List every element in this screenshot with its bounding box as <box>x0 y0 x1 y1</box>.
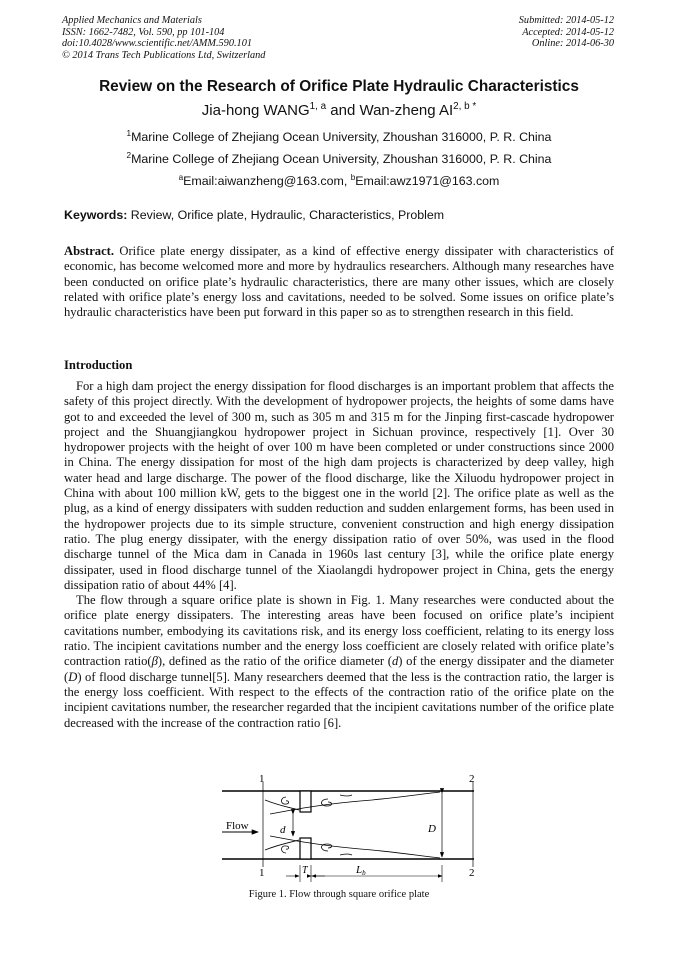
author-1: Jia-hong WANG <box>201 102 310 119</box>
p2-part-e: ) of flood discharge tunnel[5]. Many researchers deemed that the less is the contraction ratio, the larger is the energy loss coefficient. With respect to the effects of the contraction ratio of the orifice plate on the incipient cavitations number, the researcher regarded that the incipient cavitations number of the orifice plate decreased with the increase of the contraction ratio [6]. <box>64 669 614 730</box>
keywords <box>64 208 444 222</box>
affiliation-1-marker: 1 <box>126 128 132 138</box>
label-D: D <box>428 823 436 835</box>
p2-part-c: ) of the energy dissipater and the diameter ( <box>64 654 614 684</box>
label-section-2-bottom: 2 <box>469 867 475 879</box>
affiliation-1-text: Marine College of Zhejiang Ocean University, Zhoushan 316000, P. R. China <box>131 130 552 144</box>
online-date: Online: 2014-06-30 <box>531 38 614 50</box>
label-section-1-bottom: 1 <box>259 867 265 879</box>
submission-dates <box>519 15 614 50</box>
keywords-label: Keywords: <box>64 208 128 222</box>
paper-title: Review on the Research of Orifice Plate Hydraulic Characteristics <box>99 78 579 95</box>
approach-curve-bottom <box>265 840 299 850</box>
author-2-affil: 2, b * <box>453 101 477 112</box>
abstract-label: Abstract. <box>64 244 115 258</box>
introduction-heading: Introduction <box>64 358 133 372</box>
author-2: Wan-zheng AI <box>359 102 454 119</box>
streamline-top <box>270 792 440 814</box>
figure-caption: Figure 1. Flow through square orifice plate <box>248 889 430 900</box>
symbol-d: d <box>391 654 399 669</box>
symbol-D: D <box>68 669 78 684</box>
intro-paragraph-2 <box>64 593 614 731</box>
email-line <box>0 174 678 188</box>
journal-copyright: © 2014 Trans Tech Publications Ltd, Switzerland <box>62 49 266 61</box>
eddy-tail-bottom <box>340 854 352 855</box>
affiliation-2 <box>0 152 678 166</box>
email-a[interactable]: Email:aiwanzheng@163.com, <box>183 174 351 188</box>
eddy-upstream-bottom <box>282 846 289 853</box>
author-1-affil: 1, a <box>309 101 327 112</box>
eddy-upstream-top <box>282 797 289 804</box>
symbol-beta: β <box>151 654 158 669</box>
affiliation-2-marker: 2 <box>126 150 132 160</box>
p2-part-b: ), defined as the ratio of the orifice diameter ( <box>157 654 392 669</box>
accepted-date: Accepted: 2014-05-12 <box>522 26 614 38</box>
keywords-text: Review, Orifice plate, Hydraulic, Characteristics, Problem <box>127 208 445 222</box>
journal-info <box>62 15 265 61</box>
approach-curve-top <box>265 800 299 810</box>
introduction-body <box>64 379 614 731</box>
label-Lb: Lb <box>356 864 366 877</box>
email-b[interactable]: Email:awz1971@163.com <box>355 174 500 188</box>
label-T: T <box>302 865 308 876</box>
abstract <box>64 244 614 320</box>
label-flow: Flow <box>226 820 249 832</box>
label-section-2-top: 2 <box>469 773 475 785</box>
intro-paragraph-1: For a high dam project the energy dissipation for flood discharges is an important problem that affects the safety of this project directly. With the development of hydropower projects, the heights of some dams have got to and exceeded the level of 300 m, such as 305 m and 315 m for the Jinping first-cascade hydropower project and the Shuangjiangkou hydropower project in Sichuan province, respectively [1]. Over 30 hydropower projects with the height of over 100 m have been completed or under constructions since 2000 in China. The energy dissipation for most of the high dam projects is characterized by deep valley, high water head and large discharge. The power of the flood discharge, like the Xiluodu hydropower project in China with about 100 million kW, gets to the biggest one in the world [2]. The orifice plate as well as the plug, as a kind of energy dissipaters with sudden reduction and sudden enlargement forms, has been used in the hydropower projects due to its simple structure, convenient construction and high energy dissipation ratio. The plug energy dissipater, with the energy dissipation ratio of over 50%, was used in the flood discharge tunnel of the Mica dam in Canada in 1960s last century [3], while the orifice plate energy dissipater, used in flood discharge tunnel of the Xiaolangdi hydropower project in China, gets the energy dissipation ratio of about 44% [4]. <box>64 379 614 592</box>
affiliation-1 <box>0 130 678 144</box>
affiliation-2-text: Marine College of Zhejiang Ocean University, Zhoushan 316000, P. R. China <box>131 152 552 166</box>
orifice-plate-top <box>300 791 311 812</box>
label-section-1-top: 1 <box>259 773 265 785</box>
label-d: d <box>280 824 286 836</box>
eddy-tail-top <box>340 795 352 796</box>
author-line <box>0 102 678 119</box>
email-b-marker: b <box>350 172 356 182</box>
p2-part-a: The flow through a square orifice plate is shown in Fig. 1. Many researches were conducted about the orifice plate energy dissipaters. The interesting areas have been focused on orifice plate’s incipient cavitations number, embodying its cavitations risk, and its energy loss coefficient, relating to its energy loss ratio. The incipient cavitations number and the energy loss coefficient are closely related with orifice plate’s contraction ratio( <box>64 593 614 669</box>
orifice-plate-bottom <box>300 838 311 859</box>
author-conjunction: and <box>326 102 360 119</box>
email-a-marker: a <box>178 172 184 182</box>
journal-name: Applied Mechanics and Materials <box>62 15 202 26</box>
journal-doi: doi:10.4028/www.scientific.net/AMM.590.101 <box>62 38 252 50</box>
streamline-bottom <box>270 836 440 858</box>
abstract-text: Orifice plate energy dissipater, as a kind of effective energy dissipater with characteristics of economic, has become welcomed more and more by hydraulics researchers. Although many researches have been conducted on orifice plate’s hydraulic characteristics, there are many other issues, which are closely related with orifice plate’s energy loss and cavitations, needed to be solved. Some issues on orifice plate’s hydraulic characteristics have been put forward in this paper so as to strengthen research in this field. <box>64 244 614 320</box>
submitted-date: Submitted: 2014-05-12 <box>518 15 614 26</box>
journal-issn: ISSN: 1662-7482, Vol. 590, pp 101-104 <box>62 26 225 38</box>
